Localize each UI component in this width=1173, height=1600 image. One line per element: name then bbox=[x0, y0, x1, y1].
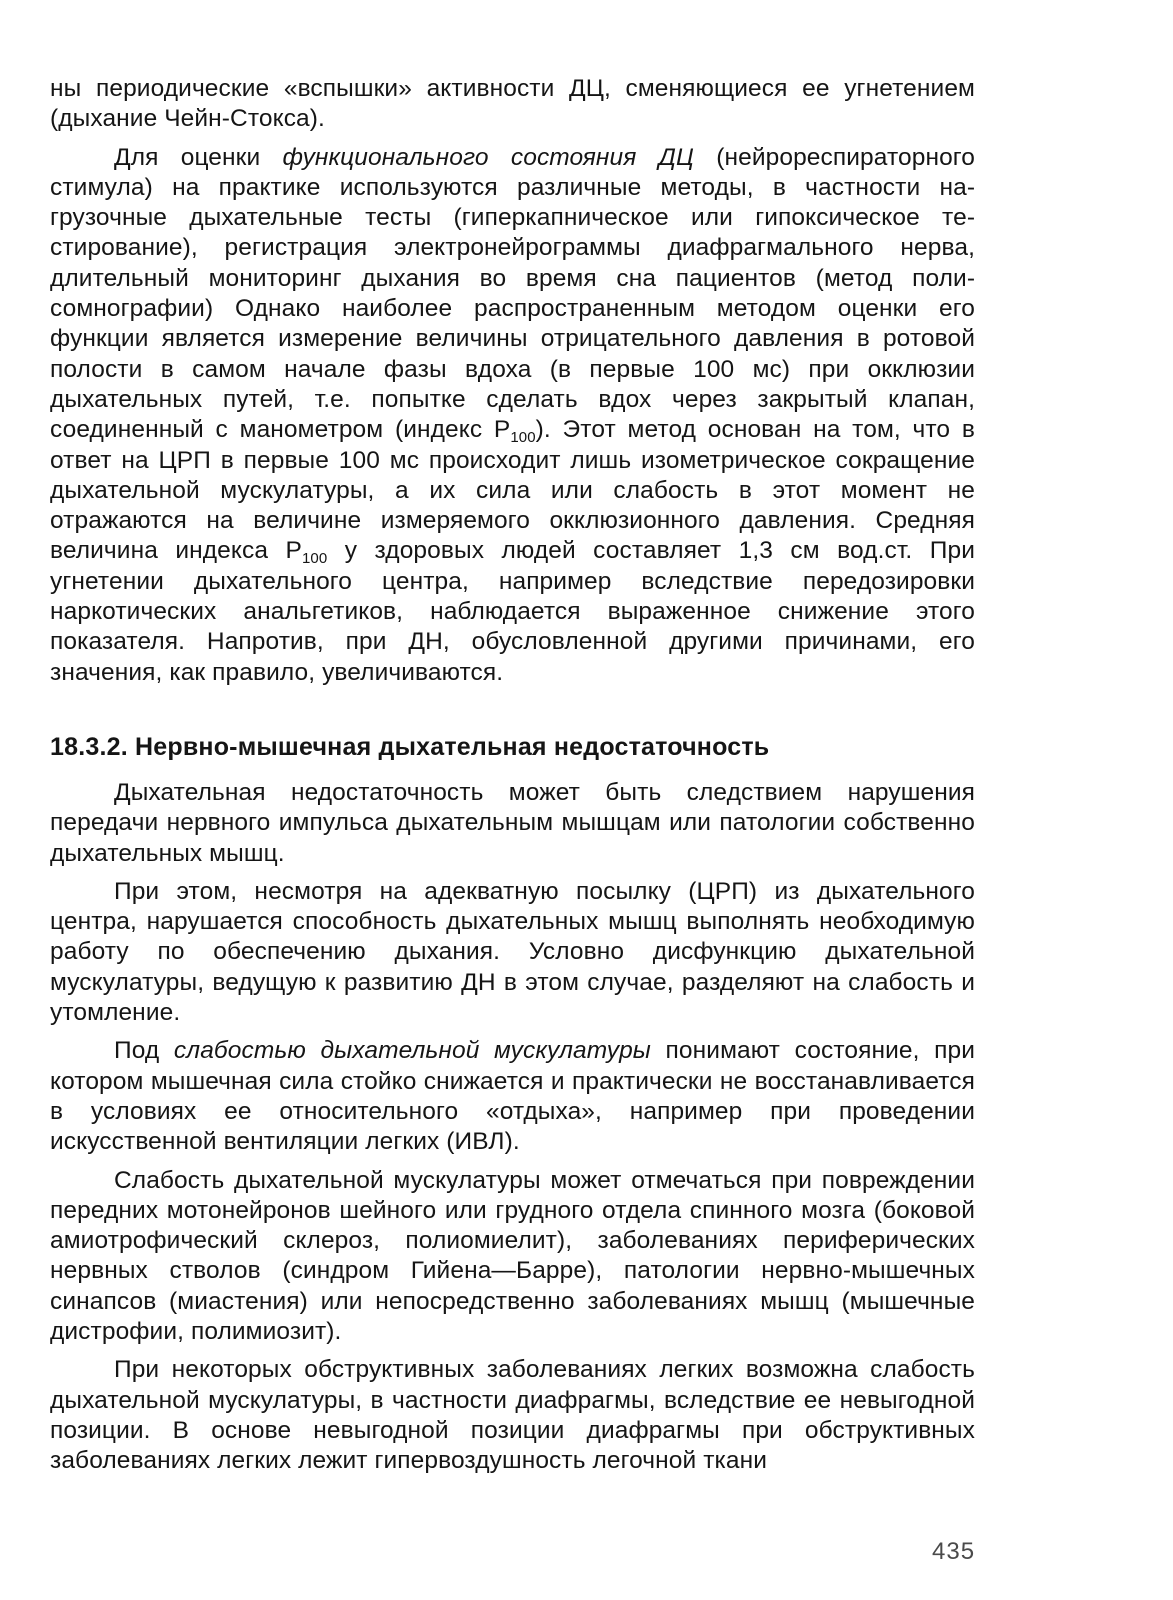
paragraph-6: Слабость дыхательной мускулатуры может отмечаться при повреждении передних мотонейронов шейного или грудного отдела спинного мозга (боковой амиотрофический склероз, полиомиелит), заболеваниях периферических нервных стволов (синдром Гийена—Барре), патологии нервно-мышечных синапсов (миастения) или непосредственно заболеваниях мышц (мышечные дистрофии, полимиозит). bbox=[50, 1166, 975, 1345]
paragraph-2-text-g: у здоровых людей составляет 1,3 см вод.ст. При угнетении дыхательного центра, например вследствие передозировки наркотических анальгетиков, наблюдается выраженное снижение этого показателя. Напротив, при ДН, обусловленной другими причинами, его значения, как правило, увеличиваются. bbox=[50, 537, 975, 686]
page-content bbox=[50, 74, 975, 1476]
paragraph-4: При этом, несмотря на адекватную посылку (ЦРП) из дыхательного центра, нарушается способность дыхательных мышц выполнять необходимую работу по обеспечению дыхания. Условно дисфункцию дыхательной мускулатуры, ведущую к развитию ДН в этом случае, разделяют на слабость и утомление. bbox=[50, 877, 975, 1027]
paragraph-2-text-c: (нейрореспираторного стимула) на практике используются различные методы, в частности нагрузочные дыхательные тесты (гиперкапническое или гипоксическое тестирование), регистрация электронейрограммы диафрагмального нерва, длительный мониторинг дыхания во время сна пациентов (метод полисомнографии) Однако наиболее распространенным методом оценки его функции является измерение величины отрицательного давления в ротовой полости в самом начале фазы вдоха (в первые 100 мс) при окклюзии дыхательных путей, т.е. попытке сделать вдох через закрытый клапан, соединенный с манометром (индекс P bbox=[50, 143, 976, 444]
paragraph-2-text-e: ). Этот метод основан на том, что в ответ на ЦРП в первые 100 мс происходит лишь изометрическое сокращение дыхательной мускулатуры, а их сила или слабость в этот момент не отражаются на величине измеряемого окклюзионного давления. Средняя величина индекса P bbox=[50, 416, 975, 565]
page-number: 435 bbox=[932, 1538, 976, 1565]
paragraph-3: Дыхательная недостаточность может быть следствием нарушения передачи нервного импульса дыхательным мышцам или патологии собственно дыхательных мышц. bbox=[50, 778, 975, 867]
paragraph-5 bbox=[50, 1036, 975, 1157]
paragraph-2-text-a: Для оценки bbox=[114, 143, 283, 171]
paragraph-1: ны периодические «вспышки» активности ДЦ, сменяющиеся ее угнетением (дыхание Чейн-Стокса). bbox=[50, 75, 975, 133]
section-heading: 18.3.2. Нервно-мышечная дыхательная недостаточность bbox=[50, 732, 770, 761]
paragraph-2 bbox=[50, 143, 975, 688]
paragraph-2-italic-term: функционального состояния ДЦ bbox=[282, 143, 694, 171]
paragraph-5-italic-term: слабостью дыхательной мускулатуры bbox=[173, 1037, 651, 1065]
paragraph-2-subscript-1: 100 bbox=[510, 429, 536, 447]
paragraph-5-text-c: понимают состояние, при котором мышечная сила стойко снижается и практически не восстанавливается в условиях ее относительного «отдыха», например при проведении искусственной вентиляции легких (ИВЛ). bbox=[50, 1037, 975, 1156]
paragraph-5-text-a: Под bbox=[114, 1037, 174, 1065]
paragraph-7: При некоторых обструктивных заболеваниях легких возможна слабость дыхательной мускулатуры, в частности диафрагмы, вследствие ее невыгодной позиции. В основе невыгодной позиции диафрагмы при обструктивных заболеваниях легких лежит гипервоздушность легочной ткани bbox=[50, 1356, 975, 1475]
paragraph-2-subscript-2: 100 bbox=[301, 550, 328, 568]
